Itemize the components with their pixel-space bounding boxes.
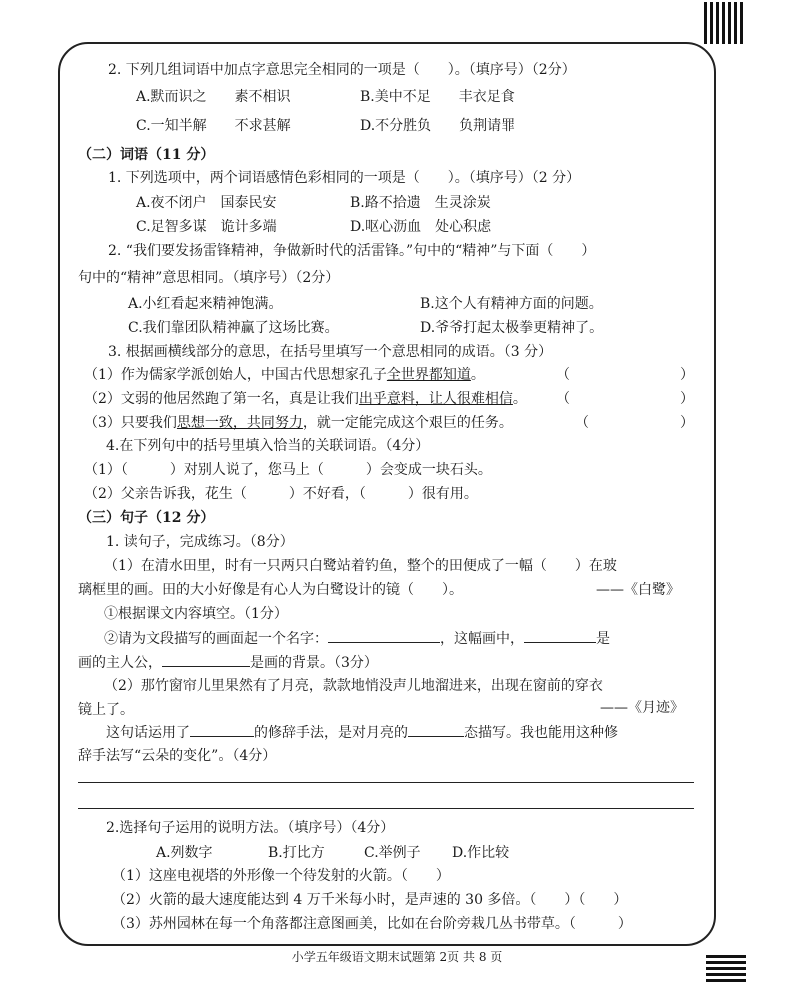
p2-q3-answer-2-open[interactable]: （	[556, 391, 570, 407]
p2-q2-option-c: C.我们靠团队精神赢了这场比赛。	[128, 320, 339, 336]
p1-q2-option-a: A.默而识之 素不相识	[136, 89, 291, 105]
p3-q2-option-b: B.打比方	[268, 845, 325, 861]
qr-code-top-right	[704, 2, 746, 44]
p2-q2-stem-line1: 2. “我们要发扬雷锋精神，争做新时代的活雷锋。”句中的“精神”与下面（ ）	[108, 243, 596, 259]
section-title-sentences: （三）句子（12 分）	[78, 510, 215, 526]
p3-q1-passage1-line2: 璃框里的画。田的大小好像是有心人为白鹭设计的镜（ ）。	[78, 582, 463, 598]
answer-line-1[interactable]	[78, 782, 694, 783]
p3-q2-sentence-1: （1）这座电视塔的外形像一个待发射的火箭。（ ）	[112, 868, 450, 884]
p3-q1-passage1-source: ——《白鹭》	[596, 582, 680, 598]
p2-q1-option-c: C.足智多谋 诡计多端	[136, 219, 277, 235]
p2-q2-option-a: A.小红看起来精神饱满。	[128, 296, 283, 312]
p2-q3-answer-1-close: ）	[680, 367, 694, 383]
p2-q3-sentence-3: （3）只要我们思想一致，共同努力，就一定能完成这个艰巨的任务。	[84, 415, 513, 431]
p2-q2-stem-line2: 句中的“精神”意思相同。（填序号）（2分）	[78, 270, 340, 286]
p2-q3-sentence-1: （1）作为儒家学派创始人，中国古代思想家孔子全世界都知道。	[84, 367, 485, 383]
p3-q2-stem: 2.选择句子运用的说明方法。（填序号）（4分）	[106, 820, 395, 836]
p2-q3-stem: 3. 根据画横线部分的意思，在括号里填写一个意思相同的成语。（3 分）	[108, 344, 553, 360]
answer-line-2[interactable]	[78, 808, 694, 809]
p3-q1-sub2-line1: ②请为文段描写的画面起一个名字： ，这幅画中， 是	[104, 628, 610, 649]
p2-q1-option-a: A.夜不闭户 国泰民安	[136, 195, 277, 211]
p3-q2-option-c: C.举例子	[364, 845, 421, 861]
p2-q3-answer-1-open[interactable]: （	[556, 367, 570, 383]
p3-q1-passage2-line1: （2）那竹窗帘儿里果然有了月亮，款款地悄没声儿地溜进来，出现在窗前的穿衣	[104, 678, 603, 694]
p2-q4-stem: 4.在下列句中的括号里填入恰当的关联词语。（4分）	[106, 438, 430, 454]
p3-q1-passage2-line2: 镜上了。	[78, 702, 134, 718]
p2-q3-answer-2-close: ）	[680, 391, 694, 407]
p3-q1-question-line1: 这句话运用了 的修辞手法，是对月亮的 态描写。我也能用这种修	[106, 722, 618, 743]
p3-q2-sentence-3: （3）苏州园林在每一个角落都注意图画美，比如在台阶旁栽几丛书带草。（ ）	[112, 916, 632, 932]
p2-q1-stem: 1. 下列选项中，两个词语感情色彩相同的一项是（ ）。（填序号）（2 分）	[108, 170, 581, 186]
p3-q2-option-a: A.列数字	[156, 845, 213, 861]
p3-q2-option-d: D.作比较	[452, 845, 510, 861]
p3-q1-sub1: ①根据课文内容填空。（1分）	[104, 606, 288, 622]
p3-q1-sub2-line2: 画的主人公， 是画的背景。（3分）	[78, 652, 378, 673]
p3-q1-stem: 1. 读句子，完成练习。（8分）	[106, 534, 294, 550]
p2-q3-answer-3-close: ）	[680, 415, 694, 431]
p3-q2-sentence-2: （2）火箭的最大速度能达到 4 万千米每小时，是声速的 30 多倍。（ ）（ ）	[112, 892, 628, 908]
p2-q4-sentence-2: （2）父亲告诉我，花生（ ）不好看，（ ）很有用。	[84, 486, 478, 502]
p1-q2-stem: 2. 下列几组词语中加点字意思完全相同的一项是（ ）。（填序号）（2分）	[108, 62, 576, 78]
p2-q2-option-d: D.爷爷打起太极拳更精神了。	[420, 320, 604, 336]
title-blank[interactable]	[328, 628, 440, 643]
description-blank[interactable]	[408, 722, 464, 737]
p3-q1-passage2-source: ——《月迹》	[600, 700, 684, 716]
p1-q2-option-d: D.不分胜负 负荆请罪	[360, 118, 516, 134]
page-footer: 小学五年级语文期末试题第 2页 共 8 页	[291, 950, 503, 964]
rhetoric-blank[interactable]	[190, 722, 254, 737]
p2-q2-option-b: B.这个人有精神方面的问题。	[420, 296, 603, 312]
p3-q1-passage1-line1: （1）在清水田里，时有一只两只白鹭站着钓鱼，整个的田便成了一幅（ ）在玻	[104, 558, 617, 574]
protagonist-blank[interactable]	[524, 628, 596, 643]
p3-q1-question-line2: 辞手法写“云朵的变化”。（4分）	[78, 748, 277, 764]
p2-q4-sentence-1: （1）（ ）对别人说了，您马上（ ）会变成一块石头。	[84, 462, 492, 478]
background-blank[interactable]	[162, 652, 250, 667]
p2-q3-answer-3-open[interactable]: （	[575, 415, 589, 431]
p2-q3-sentence-2: （2）文弱的他居然跑了第一名，真是让我们出乎意料，让人很难相信。	[84, 391, 527, 407]
p2-q1-option-d: D.呕心沥血 处心积虑	[350, 219, 492, 235]
section-title-words: （二）词语（11 分）	[78, 147, 215, 163]
p2-q1-option-b: B.路不拾遗 生灵涂炭	[350, 195, 491, 211]
p1-q2-option-c: C.一知半解 不求甚解	[136, 118, 291, 134]
p1-q2-option-b: B.美中不足 丰衣足食	[360, 89, 515, 105]
